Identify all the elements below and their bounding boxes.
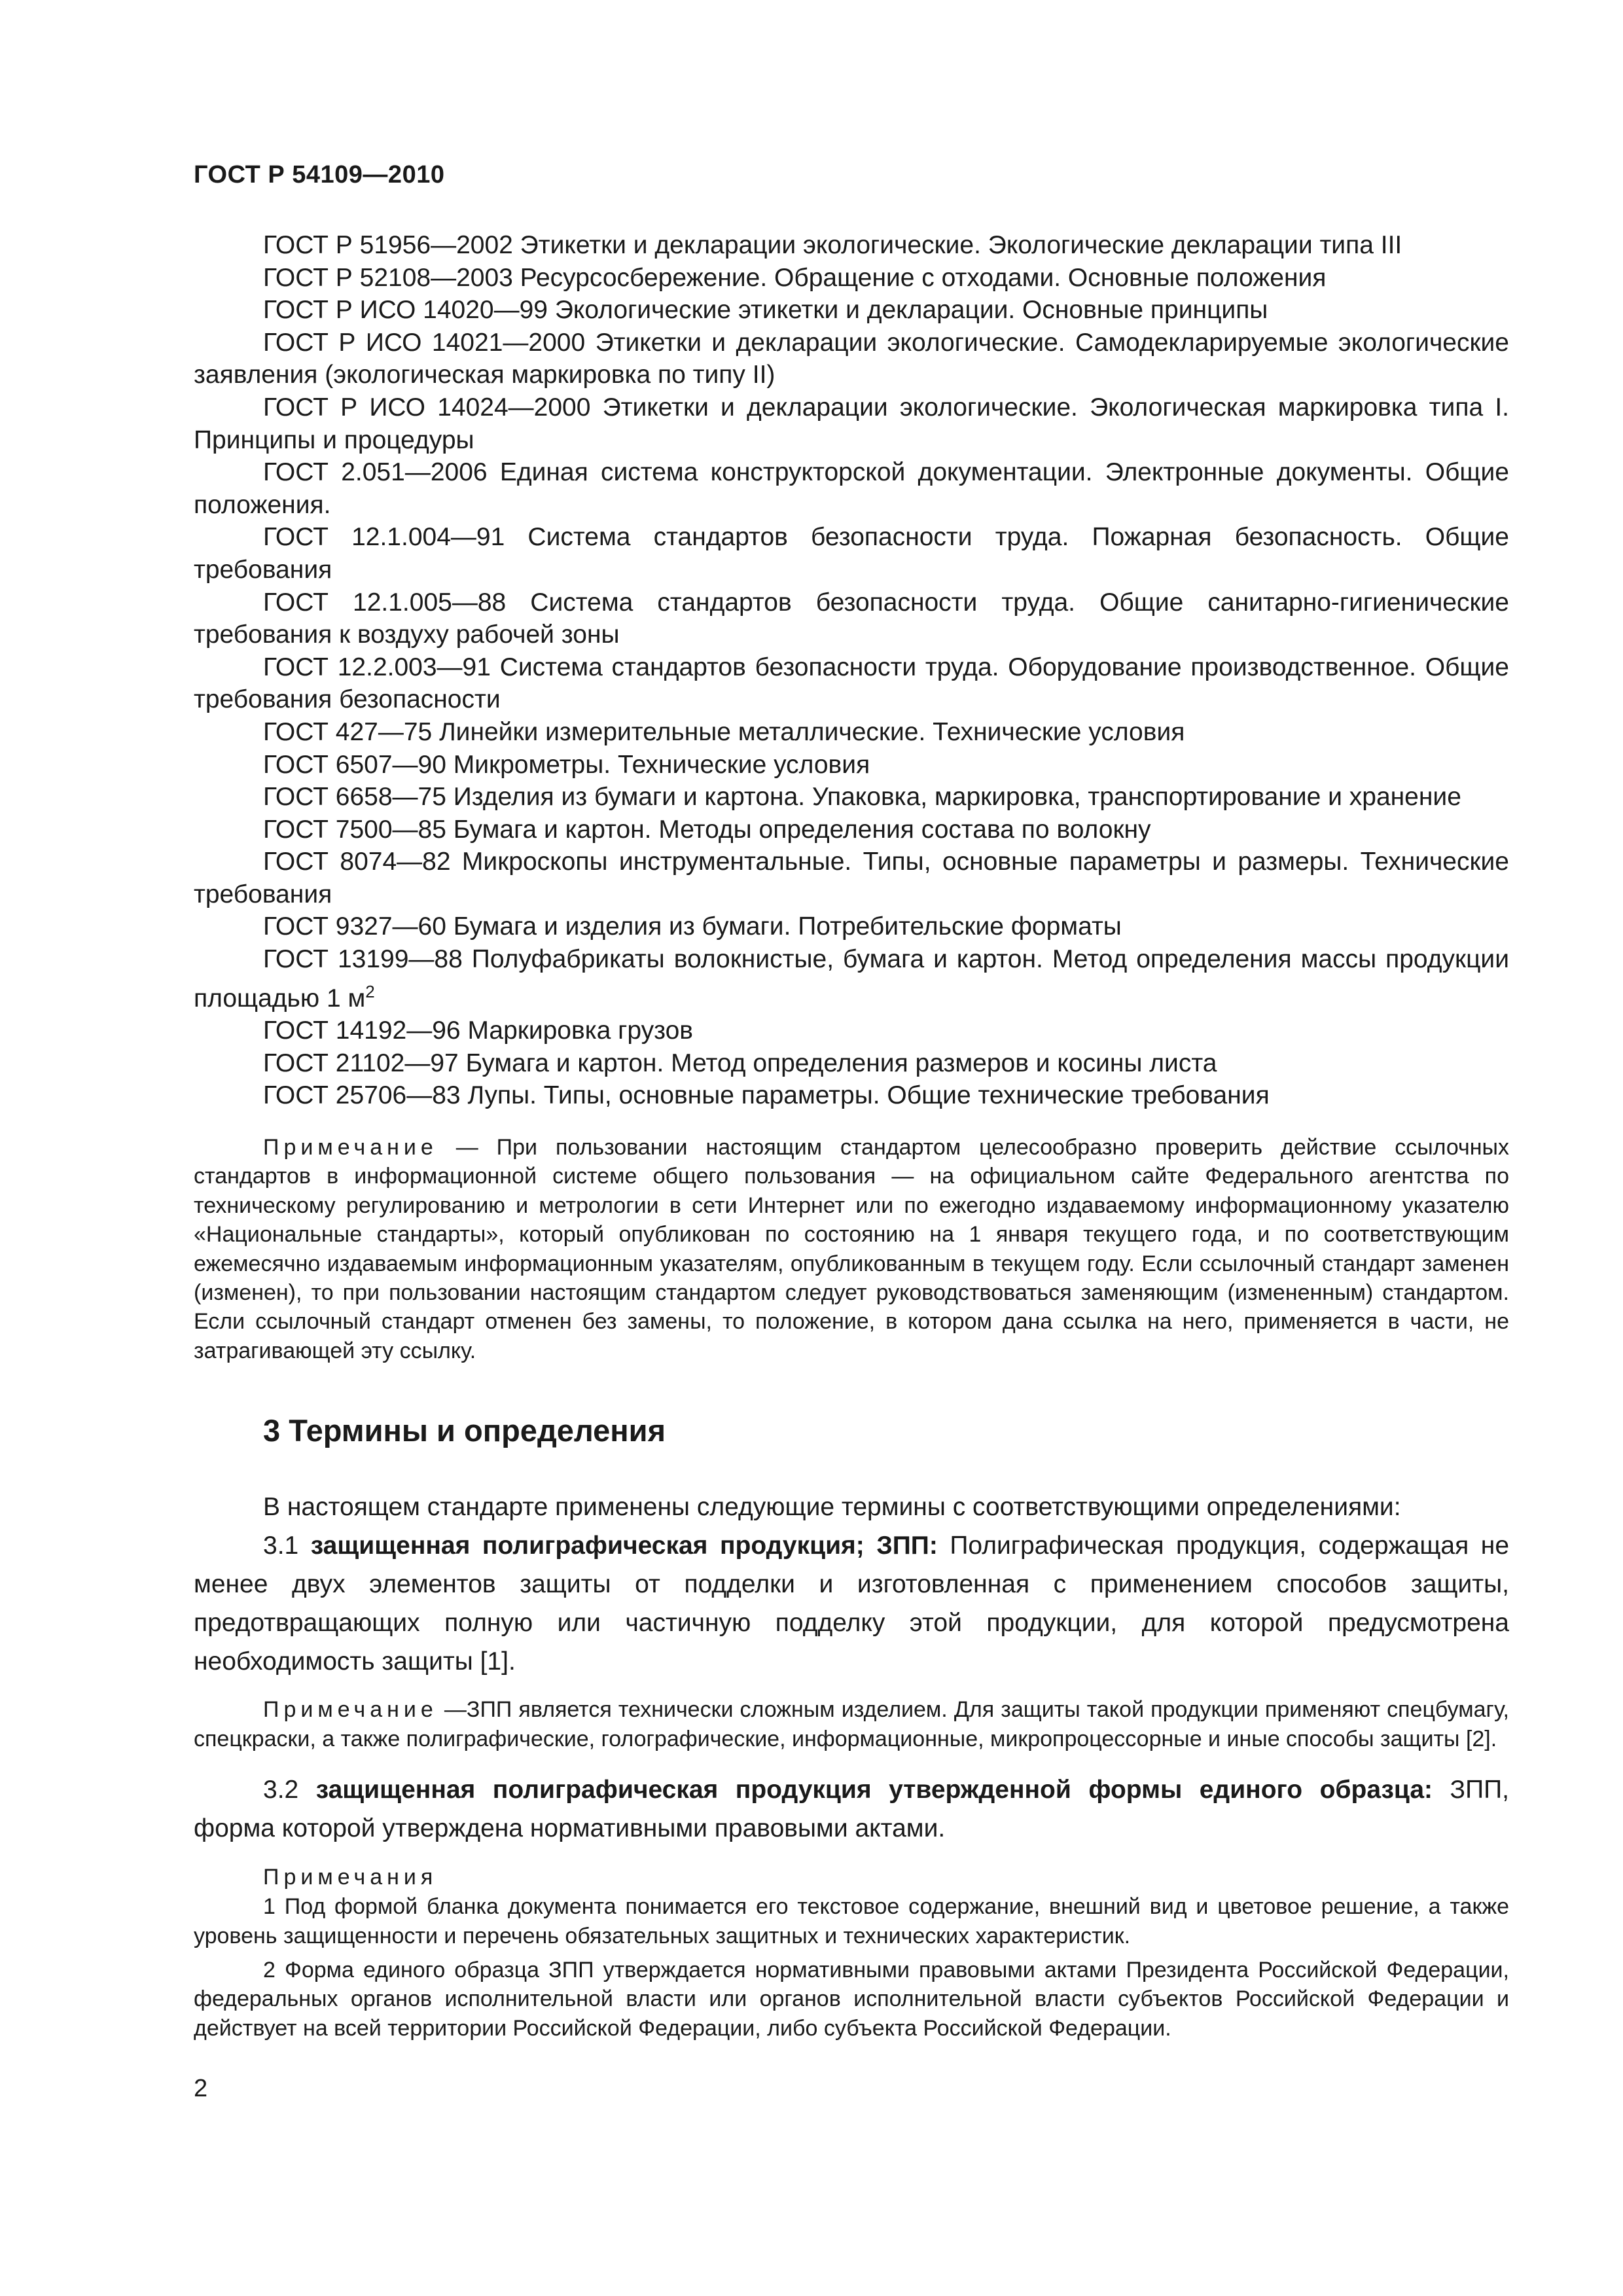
term-name: защищенная полиграфическая продукция утвержденной формы единого образца: bbox=[315, 1776, 1433, 1804]
reference-item: ГОСТ 2.051—2006 Единая система конструкторской документации. Электронные документы. Общие положения. bbox=[194, 458, 1509, 519]
reference-item: ГОСТ 12.1.005—88 Система стандартов безопасности труда. Общие санитарно-гигиенические требования к воздуху рабочей зоны bbox=[194, 588, 1509, 649]
reference-item: ГОСТ 6658—75 Изделия из бумаги и картона. Упаковка, маркировка, транспортирование и хранение bbox=[263, 783, 1461, 812]
reference-item-13199 bbox=[194, 943, 1509, 1014]
section-intro: В настоящем стандарте применены следующие термины с соответствующими определениями: bbox=[263, 1493, 1401, 1522]
document-header: ГОСТ Р 54109—2010 bbox=[194, 161, 445, 188]
term-definition: Полиграфическая продукция, содержащая не менее двух элементов защиты от подделки и изготовленная с применением способов защиты, предотвращающих полную или частичную подделку этой продукции, для которой предусмотрена необходимость защиты [1]. bbox=[194, 1532, 1510, 1676]
reference-item: ГОСТ 6507—90 Микрометры. Технические условия bbox=[263, 750, 870, 779]
page-number: 2 bbox=[194, 2075, 208, 2102]
term-number: 3.2 bbox=[263, 1776, 299, 1804]
reference-item: ГОСТ 12.1.004—91 Система стандартов безопасности труда. Пожарная безопасность. Общие требования bbox=[194, 523, 1509, 584]
note-text: —ЗПП является технически сложным изделием. Для защиты такой продукции применяют спецбумагу, спецкраски, а также полиграфические, голографические, информационные, микропроцессорные и иные способы защиты [2]. bbox=[194, 1697, 1509, 1751]
reference-note bbox=[194, 1133, 1509, 1365]
reference-item: ГОСТ 21102—97 Бумага и картон. Метод определения размеров и косины листа bbox=[263, 1049, 1217, 1077]
reference-item: ГОСТ 25706—83 Лупы. Типы, основные параметры. Общие технические требования bbox=[263, 1081, 1270, 1110]
term-name: защищенная полиграфическая продукция; ЗПП: bbox=[310, 1532, 938, 1560]
reference-item: ГОСТ 7500—85 Бумага и картон. Методы определения состава по волокну bbox=[263, 815, 1151, 844]
reference-item: ГОСТ Р ИСО 14024—2000 Этикетки и декларации экологические. Экологическая маркировка типа I. Принципы и процедуры bbox=[194, 393, 1509, 454]
page-content bbox=[194, 229, 1509, 2043]
reference-text: ГОСТ 13199—88 Полуфабрикаты волокнистые, бумага и картон. Метод определения массы продукции площадью 1 м bbox=[194, 945, 1509, 1013]
term-3-2 bbox=[194, 1770, 1509, 1848]
reference-item: ГОСТ 8074—82 Микроскопы инструментальные. Типы, основные параметры и размеры. Технические требования bbox=[194, 848, 1509, 908]
note-item: 1 Под формой бланка документа понимается его текстовое содержание, внешний вид и цветовое решение, а также уровень защищенности и перечень обязательных защитных и технических характеристик. bbox=[194, 1894, 1509, 1948]
notes-heading: Примечания bbox=[263, 1865, 438, 1890]
term-number: 3.1 bbox=[263, 1532, 299, 1560]
reference-item: ГОСТ Р ИСО 14021—2000 Этикетки и декларации экологические. Самодекларируемые экологические заявления (экологическая маркировка по типу II) bbox=[194, 328, 1509, 389]
term-3-1 bbox=[194, 1526, 1509, 1681]
reference-item: ГОСТ 14192—96 Маркировка грузов bbox=[263, 1016, 693, 1045]
term-definition: ЗПП, форма которой утверждена нормативными правовыми актами. bbox=[194, 1776, 1509, 1843]
note-text: — При пользовании настоящим стандартом целесообразно проверить действие ссылочных стандартов в информационной системе общего пользования — на официальном сайте Федерального агентства по техническому регулированию и метрологии в сети Интернет или по ежегодно издаваемому информационному указателю «Национальные стандарты», который опубликован по состоянию на 1 января текущего года, и по соответствующим ежемесячно издаваемым информационным указателям, опубликованным в текущем году. Если ссылочный стандарт заменен (изменен), то при пользовании настоящим стандартом следует руководствоваться заменяющим (измененным) стандартом. Если ссылочный стандарт отменен без замены, то положение, в котором дана ссылка на него, применяется в части, не затрагивающей эту ссылку. bbox=[194, 1135, 1509, 1363]
reference-item: ГОСТ Р 52108—2003 Ресурсосбережение. Обращение с отходами. Основные положения bbox=[263, 263, 1327, 292]
note-label: Примечание bbox=[263, 1697, 438, 1723]
superscript: 2 bbox=[365, 981, 375, 1001]
reference-item: ГОСТ Р ИСО 14020—99 Экологические этикетки и декларации. Основные принципы bbox=[263, 296, 1268, 325]
note-label: Примечание bbox=[263, 1135, 438, 1160]
note-item: 2 Форма единого образца ЗПП утверждается нормативными правовыми актами Президента Российской Федерации, федеральных органов исполнительной власти или органов исполнительной власти субъектов Российской Федерации и действует на всей территории Российской Федерации, либо субъекта Российской Федерации. bbox=[194, 1957, 1509, 2041]
reference-item: ГОСТ 9327—60 Бумага и изделия из бумаги. Потребительские форматы bbox=[263, 912, 1122, 941]
reference-item: ГОСТ Р 51956—2002 Этикетки и декларации экологические. Экологические декларации типа III bbox=[263, 231, 1402, 259]
reference-item: ГОСТ 427—75 Линейки измерительные металлические. Технические условия bbox=[263, 717, 1185, 746]
reference-list bbox=[194, 229, 1509, 1112]
section-title: 3 Термины и определения bbox=[263, 1413, 666, 1448]
term-note bbox=[194, 1695, 1509, 1753]
reference-item: ГОСТ 12.2.003—91 Система стандартов безопасности труда. Оборудование производственное. Общие требования безопасности bbox=[194, 653, 1509, 714]
